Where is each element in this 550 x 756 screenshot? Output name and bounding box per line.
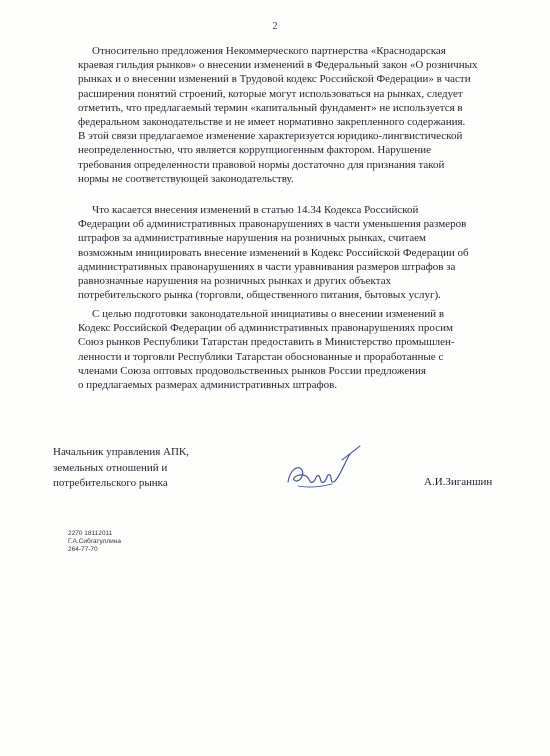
- paragraph-line: потребительского рынка (торговли, общественного питания, бытовых услуг).: [78, 289, 441, 302]
- paragraph-line: ленности и торговли Республики Татарстан обоснованные и проработанные с: [78, 350, 444, 363]
- paragraph-line: Федерации об административных правонарушениях в части уменьшения размеров: [78, 218, 467, 231]
- paragraph-line: расширения понятий строений, которые могут использоваться на рынках, следует: [78, 87, 463, 100]
- signatory-title-line: потребительского рынка: [53, 477, 168, 489]
- paragraph-line: отметить, что предлагаемый термин «капитальный фундамент» не используется в: [78, 101, 463, 114]
- paragraph-line: краевая гильдия рынков» о внесении изменений в Федеральный закон «О розничных: [78, 59, 478, 72]
- paragraph-line: рынках и о внесении изменений в Трудовой кодекс Российской Федерации» в части: [78, 73, 471, 86]
- signatory-title-line: земельных отношений и: [53, 461, 168, 474]
- paragraph-line: федеральном законодательстве и не имеет нормативно закрепленного содержания.: [78, 116, 466, 129]
- page-number: 2: [272, 21, 278, 32]
- executor-note: [68, 530, 121, 554]
- signatory-title: [53, 445, 189, 492]
- paragraph-line: о предлагаемых размерах административных штрафов.: [78, 379, 338, 392]
- paragraph-line: неопределенностью, что является коррупциогенным фактором. Нарушение: [78, 144, 432, 157]
- paragraph-line: Что касается внесения изменений в статью 14.34 Кодекса Российской: [92, 204, 419, 216]
- paragraph-line: требования определенности правовой нормы достаточно для признания такой: [78, 158, 445, 171]
- paragraph-line: членами Союза оптовых продовольственных рынков России предложения: [78, 364, 426, 377]
- paragraph-line: В этой связи предлагаемое изменение характеризуется юридико-лингвистической: [78, 130, 463, 143]
- paragraph-line: С целью подготовки законодательной инициативы о внесении изменений в: [92, 308, 445, 320]
- paragraph-market-structures: [78, 44, 518, 186]
- paragraph-line: равнозначные нарушения на розничных рынках и других объектах: [78, 275, 392, 288]
- paragraph-line: штрафов за административные нарушения на розничных рынках, считаем: [78, 232, 427, 245]
- signatory-title-line: Начальник управления АПК,: [53, 446, 190, 458]
- paragraph-line: Относительно предложения Некоммерческого партнерства «Краснодарская: [92, 45, 446, 57]
- paragraph-request: [78, 307, 518, 392]
- paragraph-line: возможным инициировать внесение изменений в Кодекс Российской Федерации об: [78, 246, 469, 259]
- executor-note-line: Г.А.Сибгатуллина: [68, 538, 121, 545]
- paragraph-fines-article: [78, 203, 518, 302]
- paragraph-line: Кодекс Российской Федерации об административных правонарушениях просим: [78, 322, 453, 335]
- paragraph-line: административных правонарушениях в части уравнивания размеров штрафов за: [78, 260, 456, 273]
- paragraph-line: Союз рынков Республики Татарстан предоставить в Министерство промышлен-: [78, 336, 455, 349]
- executor-note-line: 264-77-70: [68, 546, 98, 553]
- handwritten-signature: [280, 440, 370, 500]
- executor-note-line: 2270 18112011: [68, 530, 113, 537]
- signatory-name: А.И.Зиганшин: [424, 476, 493, 488]
- paragraph-line: нормы не соответствующей законодательству.: [78, 172, 294, 185]
